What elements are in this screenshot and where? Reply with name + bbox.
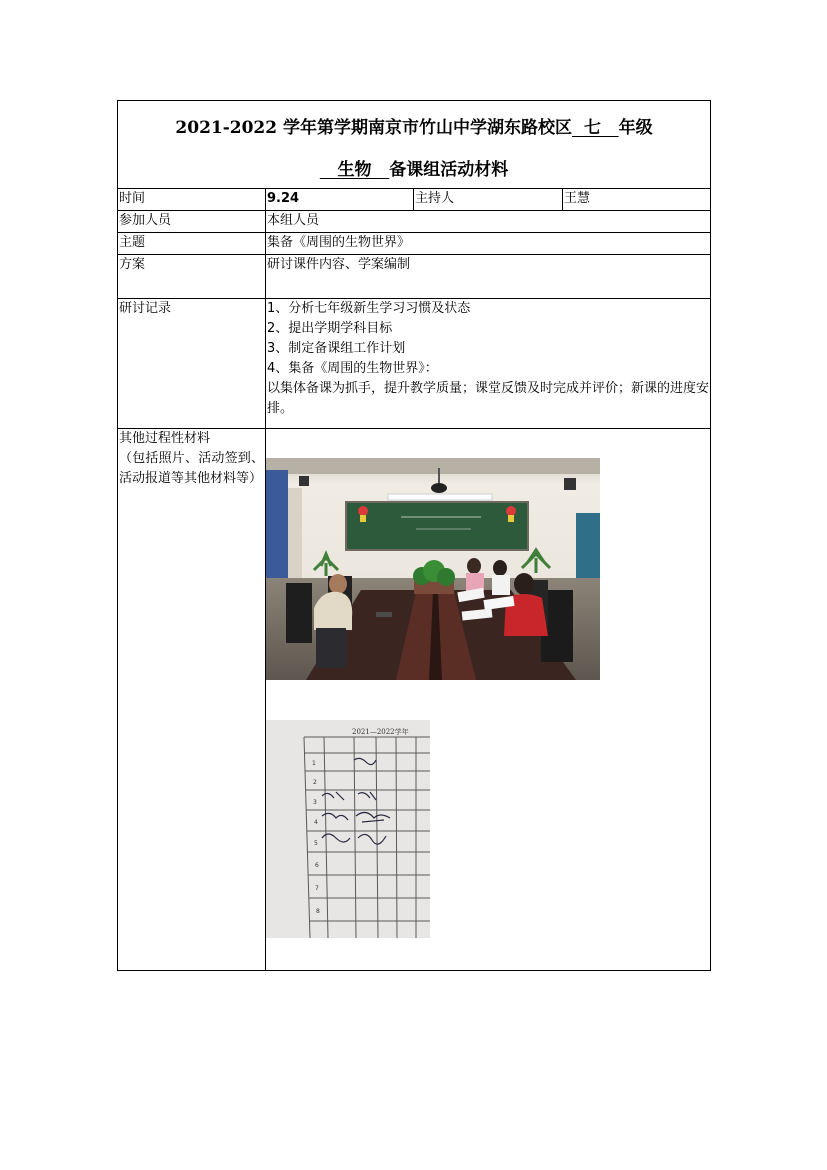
sign-sheet-row-number: 5 xyxy=(314,840,318,847)
record-line: 1、分析七年级新生学习习惯及状态 xyxy=(267,301,471,316)
sign-sheet-row-number: 4 xyxy=(314,819,318,826)
topic-value: 集备《周围的生物世界》 xyxy=(266,233,711,255)
participants-label: 参加人员 xyxy=(118,211,266,233)
record-content xyxy=(266,299,711,429)
record-line: 以集体备课为抓手，提升教学质量；课堂反馈及时完成并评价；新课的进度安排。 xyxy=(267,381,710,416)
record-line: 4、集备《周围的生物世界》： xyxy=(267,361,438,376)
title-grade-suffix: 年级 xyxy=(618,118,653,138)
plan-label: 方案 xyxy=(118,255,266,299)
topic-label: 主题 xyxy=(118,233,266,255)
sign-sheet-row-number: 2 xyxy=(313,779,317,786)
sign-in-sheet-image xyxy=(266,720,430,938)
chalkboard xyxy=(346,502,528,550)
sign-sheet-row-number: 7 xyxy=(315,885,319,892)
host-label: 主持人 xyxy=(414,189,563,211)
time-value: 9.24 xyxy=(266,189,414,211)
sign-sheet-row-number: 8 xyxy=(316,908,320,915)
other-materials-title: 其他过程性材料 xyxy=(119,431,211,446)
sign-sheet-header: 2021—2022学年 xyxy=(352,728,409,736)
record-line: 3、制定备课组工作计划 xyxy=(267,341,406,356)
record-line: 2、提出学期学科目标 xyxy=(267,321,393,336)
meeting-photo-image xyxy=(266,458,600,680)
participants-value: 本组人员 xyxy=(266,211,711,233)
sign-sheet-row-number: 1 xyxy=(312,760,316,767)
sign-sheet-row-number: 3 xyxy=(313,799,317,806)
time-label: 时间 xyxy=(118,189,266,211)
document-title xyxy=(118,101,711,189)
subject-value: 生物 xyxy=(319,160,390,180)
title-suffix: 备课组活动材料 xyxy=(389,160,509,180)
record-label: 研讨记录 xyxy=(118,299,266,429)
other-materials-content xyxy=(266,429,711,971)
activity-record-table xyxy=(117,100,711,971)
host-value: 王慧 xyxy=(563,189,711,211)
other-materials-label xyxy=(118,429,266,971)
plan-value: 研讨课件内容、学案编制 xyxy=(266,255,711,299)
meeting-photo xyxy=(266,458,600,680)
grade-value: 七 xyxy=(572,118,619,138)
sign-in-sheet-photo xyxy=(266,720,430,938)
other-materials-note: （包括照片、活动签到、活动报道等其他材料等） xyxy=(119,451,264,486)
sign-sheet-row-number: 6 xyxy=(315,862,319,869)
title-prefix: 2021-2022 学年第学期南京市竹山中学湖东路校区 xyxy=(175,118,573,138)
